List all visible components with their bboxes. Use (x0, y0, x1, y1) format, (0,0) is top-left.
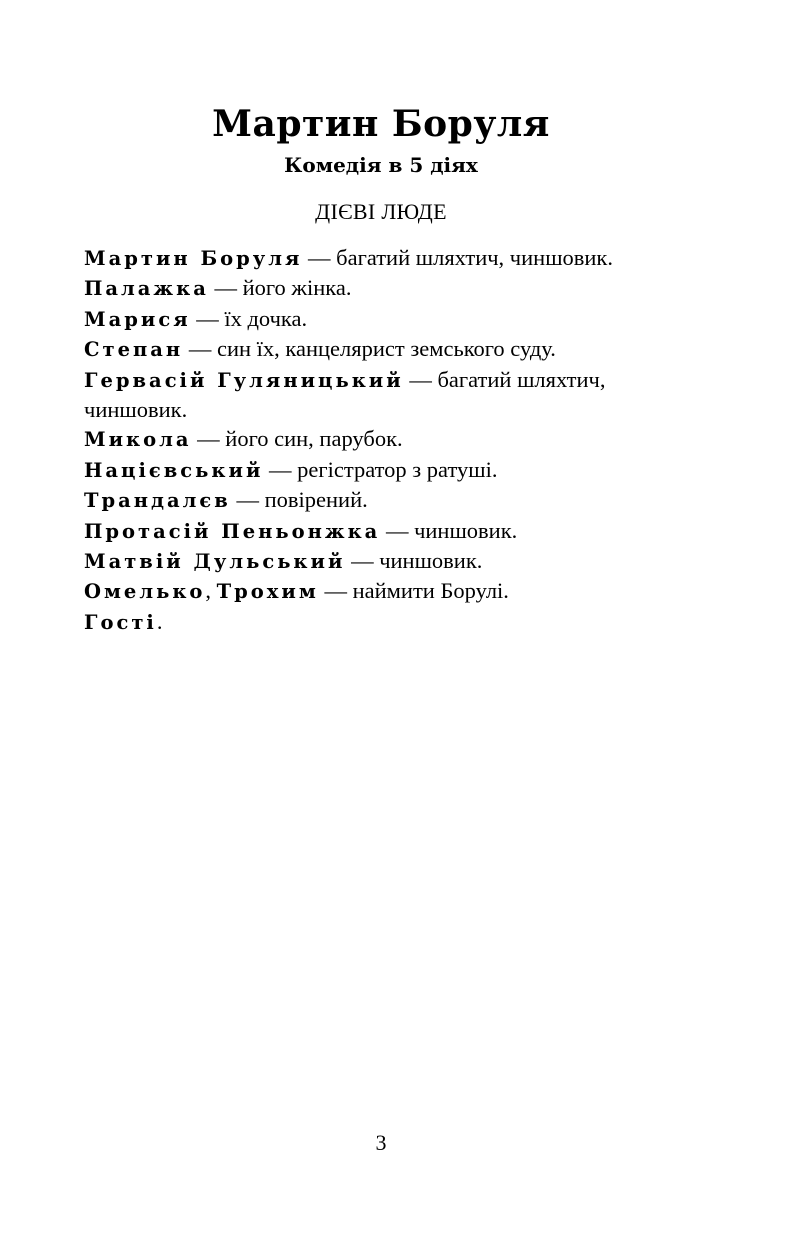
dash: — (318, 578, 353, 604)
character-description: чиншовик. (414, 517, 518, 543)
dash: — (230, 487, 265, 513)
cast-item (84, 607, 682, 637)
character-description: багатий шляхтич, чиншовик. (84, 366, 606, 423)
cast-item (84, 455, 682, 485)
character-description: їх дочка. (224, 305, 308, 331)
comma: , (205, 578, 217, 604)
period: . (156, 608, 163, 634)
character-name: Палажка (84, 277, 209, 301)
character-name: Гості (84, 610, 157, 634)
dash: — (208, 275, 243, 301)
character-name: Омелько (84, 580, 206, 604)
character-name: Микола (84, 428, 192, 452)
character-description: регістратор з ратуші. (297, 456, 498, 482)
character-description: чиншовик. (379, 548, 483, 574)
character-name: Трохим (216, 580, 319, 604)
cast-item (84, 424, 682, 454)
cast-list (84, 243, 682, 637)
character-description: повірений. (264, 487, 368, 513)
cast-item (84, 304, 682, 334)
character-name: Матвій Дульський (84, 550, 346, 574)
character-name: Гервасій Гуляницький (84, 368, 404, 392)
dash: — (263, 456, 298, 482)
character-description: багатий шляхтич, чиншовик. (336, 245, 613, 270)
page-number: 3 (375, 1130, 387, 1155)
dash: — (380, 517, 415, 543)
character-description: його син, парубок. (225, 426, 403, 452)
character-name: Марися (84, 307, 191, 331)
cast-heading: ДІЄВІ ЛЮДЕ (315, 199, 447, 224)
dash: — (403, 366, 438, 392)
character-name: Мартин Боруля (84, 247, 303, 270)
character-name: Степан (84, 338, 184, 362)
play-subtitle: Комедія в 5 діях (284, 153, 478, 177)
cast-item (84, 334, 682, 364)
cast-item (84, 546, 682, 576)
cast-item (84, 273, 682, 303)
character-description: його жінка. (242, 275, 352, 301)
character-name: Націєвський (84, 458, 264, 482)
cast-item (84, 485, 682, 515)
cast-item (84, 516, 682, 546)
dash: — (302, 245, 337, 270)
dash: — (191, 426, 226, 452)
cast-item (84, 576, 682, 606)
character-name: Трандалєв (84, 489, 231, 513)
cast-item (84, 365, 682, 425)
dash: — (183, 336, 217, 362)
character-name: Протасій Пеньонжка (84, 519, 381, 543)
dash: — (345, 548, 380, 574)
character-description: син їх, канцелярист земського суду. (216, 336, 556, 362)
cast-item (84, 243, 682, 273)
play-title: Мартин Боруля (212, 103, 550, 145)
character-description: наймити Борулі. (352, 578, 509, 604)
dash: — (190, 305, 225, 331)
